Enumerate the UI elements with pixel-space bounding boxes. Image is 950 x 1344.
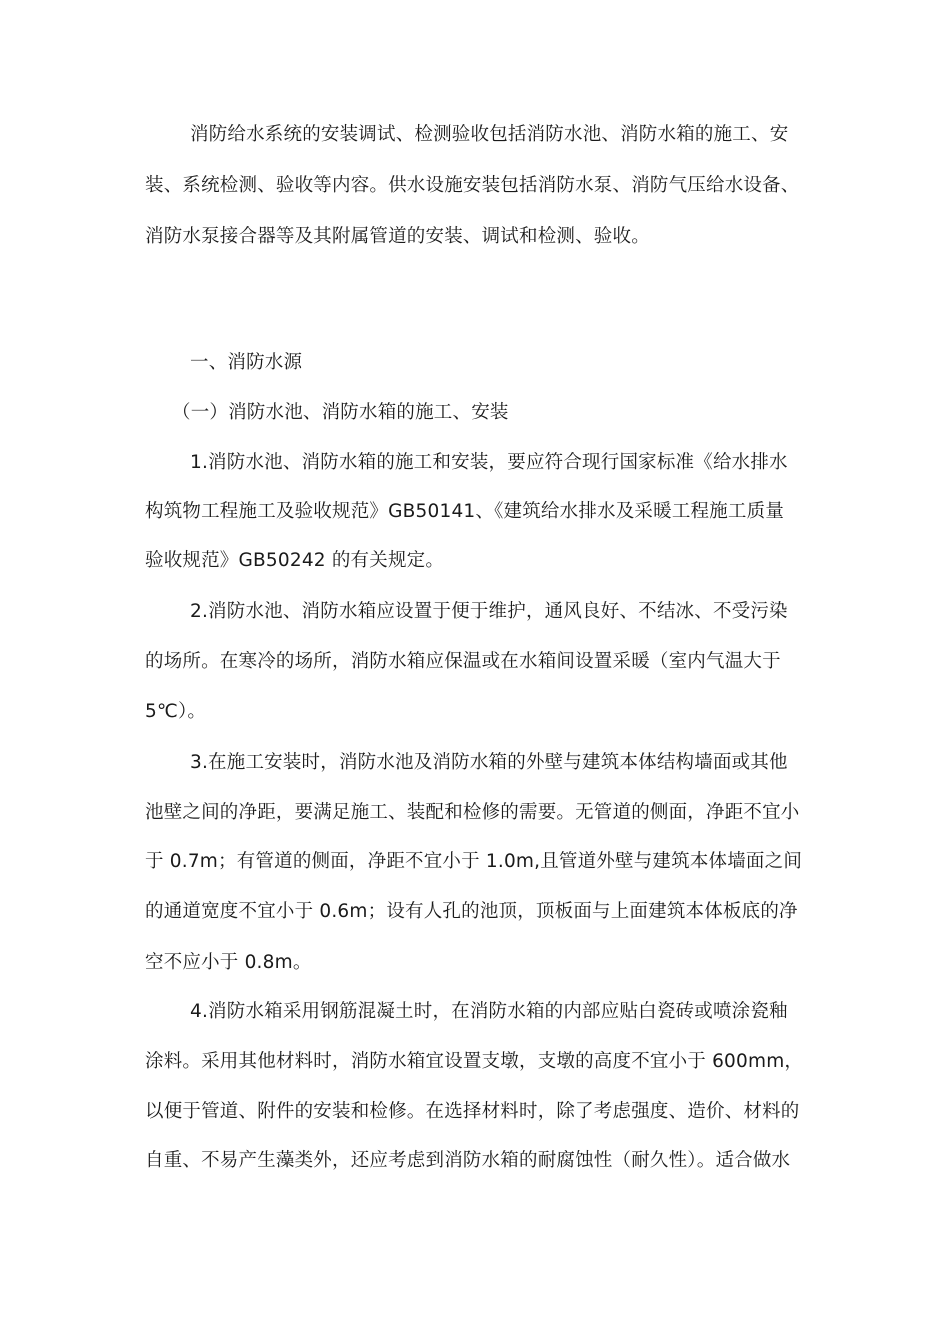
intro-line-3: 消防水泵接合器等及其附属管道的安装、调试和检测、验收。 [145, 226, 650, 247]
item4-line-3: 以便于管道、附件的安装和检修。在选择材料时，除了考虑强度、造价、材料的 [145, 1101, 800, 1122]
item1-line-2: 构筑物工程施工及验收规范》GB50141、《建筑给水排水及采暖工程施工质量 [145, 501, 785, 522]
item4-line-4: 自重、不易产生藻类外，还应考虑到消防水箱的耐腐蚀性（耐久性）。适合做水 [145, 1150, 791, 1171]
item3-line-4: 的通道宽度不宜小于 0.6m；设有人孔的池顶，顶板面与上面建筑本体板底的净 [145, 901, 798, 922]
section-subheading: （一）消防水池、消防水箱的施工、安装 [172, 402, 509, 423]
item2-line-2: 的场所。在寒冷的场所，消防水箱应保温或在水箱间设置采暖（室内气温大于 [145, 651, 781, 672]
item2-line-1: 2.消防水池、消防水箱应设置于便于维护，通风良好、不结冰、不受污染 [190, 601, 788, 622]
section-heading: 一、消防水源 [190, 352, 303, 373]
item3-line-1: 3.在施工安装时，消防水池及消防水箱的外壁与建筑本体结构墙面或其他 [190, 752, 788, 773]
item1-line-1: 1.消防水池、消防水箱的施工和安装，要应符合现行国家标准《给水排水 [190, 452, 788, 473]
item1-line-3: 验收规范》GB50242 的有关规定。 [145, 550, 445, 571]
item3-line-5: 空不应小于 0.8m。 [145, 952, 312, 973]
item4-line-1: 4.消防水箱采用钢筋混凝土时，在消防水箱的内部应贴白瓷砖或喷涂瓷釉 [190, 1001, 788, 1022]
intro-line-2: 装、系统检测、验收等内容。供水设施安装包括消防水泵、消防气压给水设备、 [145, 175, 800, 196]
intro-line-1: 消防给水系统的安装调试、检测验收包括消防水池、消防水箱的施工、安 [190, 124, 789, 145]
item3-line-2: 池壁之间的净距，要满足施工、装配和检修的需要。无管道的侧面，净距不宜小 [145, 802, 800, 823]
item3-line-3: 于 0.7m；有管道的侧面，净距不宜小于 1.0m,且管道外壁与建筑本体墙面之间 [145, 851, 803, 872]
item4-line-2: 涂料。采用其他材料时，消防水箱宜设置支墩，支墩的高度不宜小于 600mm， [145, 1051, 804, 1072]
item2-line-3: 5℃）。 [145, 701, 207, 722]
